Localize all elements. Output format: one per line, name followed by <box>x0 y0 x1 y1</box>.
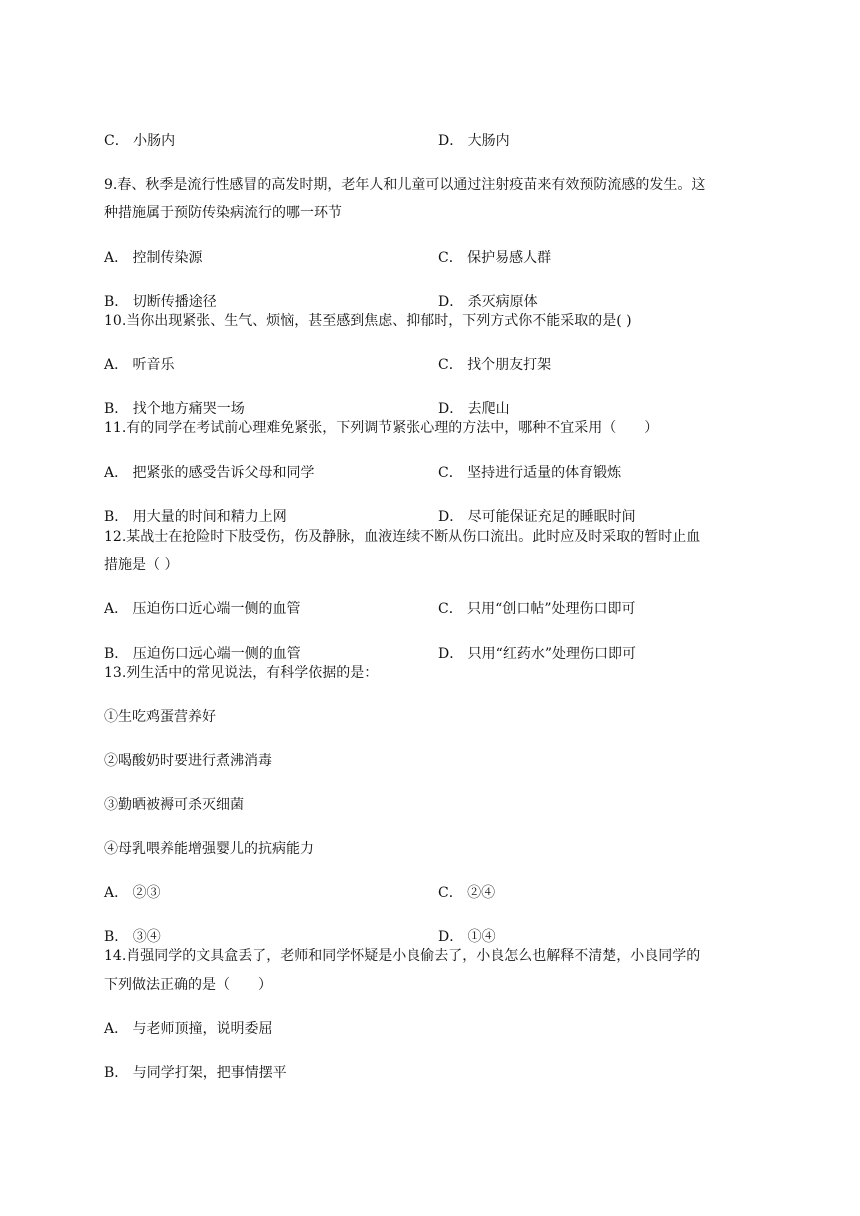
option-d-q13: D． ①④ <box>438 929 496 945</box>
option-b-q11: B． 用大量的时间和精力上网 <box>104 509 287 525</box>
statement-1-q13: ①生吃鸡蛋营养好 <box>104 709 216 725</box>
option-b-q10: B． 找个地方痛哭一场 <box>104 401 245 417</box>
option-d-q11: D． 尽可能保证充足的睡眠时间 <box>438 509 636 525</box>
question-13: 13.列生活中的常见说法，有科学依据的是： <box>104 665 379 681</box>
option-c-q11: C． 坚持进行适量的体育锻炼 <box>438 465 622 481</box>
question-12-line1: 12.某战士在抢险时下肢受伤，伤及静脉，血液连续不断从伤口流出。此时应及时采取的暂时止血 <box>104 529 701 545</box>
statement-4-q13: ④母乳喂养能增强婴儿的抗病能力 <box>104 841 314 857</box>
question-10: 10.当你出现紧张、生气、烦恼，甚至感到焦虑、抑郁时，下列方式你不能采取的是( ) <box>104 313 632 329</box>
option-b-q12: B． 压迫伤口远心端一侧的血管 <box>104 646 301 662</box>
option-b-q9: B． 切断传播途径 <box>104 294 217 310</box>
question-9-line1: 9.春、秋季是流行性感冒的高发时期，老年人和儿童可以通过注射疫苗来有效预防流感的发生。这 <box>104 177 706 193</box>
option-c-q12: C． 只用“创口帖”处理伤口即可 <box>438 601 636 617</box>
option-d-q10: D． 去爬山 <box>438 401 510 417</box>
question-14-line1: 14.肖强同学的文具盒丢了，老师和同学怀疑是小良偷去了，小良怎么也解释不清楚，小良同学的 <box>104 948 701 964</box>
option-c-q13: C． ②④ <box>438 885 496 901</box>
option-d-q12: D． 只用“红药水”处理伤口即可 <box>438 646 636 662</box>
option-a-q10: A． 听音乐 <box>104 357 175 373</box>
option-a-q9: A． 控制传染源 <box>104 250 203 266</box>
question-11: 11.有的同学在考试前心理难免紧张，下列调节紧张心理的方法中，哪种不宜采用（ ） <box>104 420 659 436</box>
option-a-q14: A． 与老师顶撞，说明委屈 <box>104 1021 273 1037</box>
statement-3-q13: ③勤晒被褥可杀灭细菌 <box>104 797 244 813</box>
question-12-line2: 措施是（ ） <box>104 557 179 573</box>
statement-2-q13: ②喝酸奶时要进行煮沸消毒 <box>104 753 272 769</box>
option-a-q12: A． 压迫伤口近心端一侧的血管 <box>104 601 301 617</box>
option-d-q8: D． 大肠内 <box>438 133 510 149</box>
option-a-q13: A． ②③ <box>104 885 161 901</box>
option-b-q13: B． ③④ <box>104 929 161 945</box>
option-c-q8: C． 小肠内 <box>104 133 176 149</box>
option-d-q9: D． 杀灭病原体 <box>438 294 538 310</box>
question-9-line2: 种措施属于预防传染病流行的哪一环节 <box>104 205 342 221</box>
option-b-q14: B． 与同学打架，把事情摆平 <box>104 1065 287 1081</box>
option-c-q10: C． 找个朋友打架 <box>438 357 552 373</box>
question-14-line2: 下列做法正确的是（ ） <box>104 977 272 993</box>
option-a-q11: A． 把紧张的感受告诉父母和同学 <box>104 465 315 481</box>
option-c-q9: C． 保护易感人群 <box>438 250 552 266</box>
